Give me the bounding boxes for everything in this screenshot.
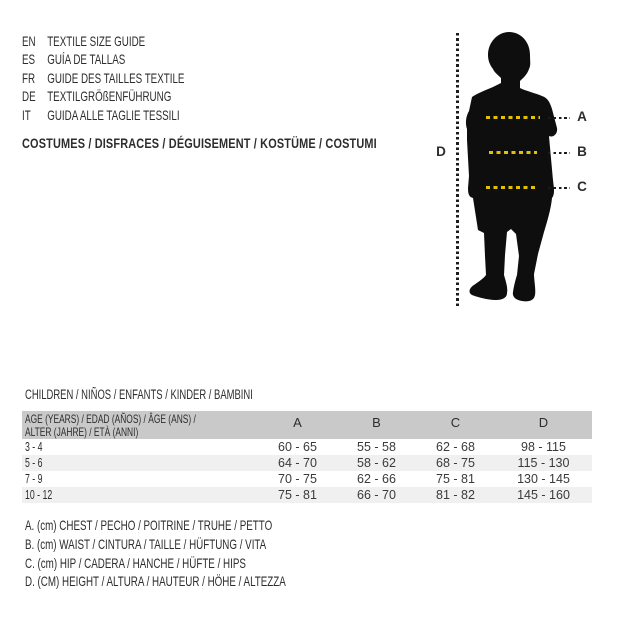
age-cell: 3 - 4	[25, 440, 43, 454]
age-cell: 7 - 9	[25, 472, 43, 486]
age-cell: 5 - 6	[25, 456, 43, 470]
child-silhouette-shape	[466, 32, 557, 301]
height-dotted-line	[456, 33, 459, 307]
language-label: GUÍA DE TALLAS	[47, 51, 126, 68]
language-code: EN	[22, 33, 36, 49]
column-header-b: B	[372, 415, 381, 430]
marker-label-c: C	[577, 179, 587, 194]
waist-measure-line	[489, 151, 537, 154]
language-label: TEXTILE SIZE GUIDE	[47, 33, 146, 49]
age-column-header: AGE (YEARS) / EDAD (AÑOS) / ÂGE (ANS) / ALTER (JAHRE) / ETÀ (ANNI)	[25, 412, 196, 439]
language-label: GUIDA ALLE TAGLIE TESSILI	[47, 106, 180, 123]
value-cell: 75 - 81	[436, 472, 475, 486]
value-cell: 66 - 70	[357, 488, 396, 502]
language-code: FR	[22, 69, 36, 86]
language-list	[22, 32, 254, 124]
table-header	[22, 411, 592, 439]
language-code: IT	[22, 106, 31, 123]
measurement-legend	[25, 516, 398, 591]
value-cell: 64 - 70	[278, 456, 317, 470]
value-cell: 68 - 75	[436, 456, 475, 470]
hip-measure-line	[486, 186, 538, 189]
language-row	[22, 106, 254, 124]
legend-item: B. (cm) WAIST / CINTURA / TAILLE / HÜFTUNG / VITA	[25, 535, 267, 552]
language-code: DE	[22, 88, 36, 105]
value-cell: 60 - 65	[278, 440, 317, 454]
value-cell: 62 - 68	[436, 440, 475, 454]
language-row	[22, 50, 254, 68]
age-cell: 10 - 12	[25, 488, 53, 502]
language-row	[22, 32, 254, 50]
column-header-d: D	[538, 415, 549, 430]
language-label: TEXTILGRÖßENFÜHRUNG	[47, 88, 172, 105]
legend-item: C. (cm) HIP / CADERA / HANCHE / HÜFTE / HIPS	[25, 554, 246, 571]
column-header-a: A	[293, 415, 302, 430]
value-cell: 115 - 130	[517, 456, 570, 470]
waist-connector-dots	[548, 152, 570, 155]
value-cell: 75 - 81	[278, 488, 317, 502]
section-title: CHILDREN / NIÑOS / ENFANTS / KINDER / BAMBINI	[25, 387, 253, 402]
chest-connector-dots	[548, 117, 570, 120]
size-table	[22, 411, 592, 503]
value-cell: 58 - 62	[357, 456, 396, 470]
table-row	[22, 455, 592, 471]
language-code: ES	[22, 51, 36, 68]
category-line: COSTUMES / DISFRACES / DÉGUISEMENT / KOSTÜME / COSTUMI	[22, 135, 377, 151]
language-row	[22, 69, 254, 87]
value-cell: 145 - 160	[517, 488, 570, 502]
table-row	[22, 471, 592, 487]
marker-label-a: A	[577, 109, 587, 124]
value-cell: 130 - 145	[517, 472, 570, 486]
table-row	[22, 439, 592, 455]
value-cell: 62 - 66	[357, 472, 396, 486]
height-label: D	[436, 144, 446, 159]
language-label: GUIDE DES TAILLES TEXTILE	[47, 69, 185, 86]
value-cell: 70 - 75	[278, 472, 317, 486]
legend-item: D. (CM) HEIGHT / ALTURA / HAUTEUR / HÖHE / ALTEZZA	[25, 573, 286, 590]
legend-item: A. (cm) CHEST / PECHO / POITRINE / TRUHE / PETTO	[25, 517, 273, 533]
table-row	[22, 487, 592, 503]
language-row	[22, 87, 254, 105]
child-silhouette	[460, 28, 565, 303]
chest-measure-line	[486, 116, 540, 119]
value-cell: 81 - 82	[436, 488, 475, 502]
hip-connector-dots	[548, 187, 570, 190]
value-cell: 98 - 115	[521, 440, 566, 454]
value-cell: 55 - 58	[357, 440, 396, 454]
column-header-c: C	[450, 415, 461, 430]
marker-label-b: B	[577, 144, 587, 159]
